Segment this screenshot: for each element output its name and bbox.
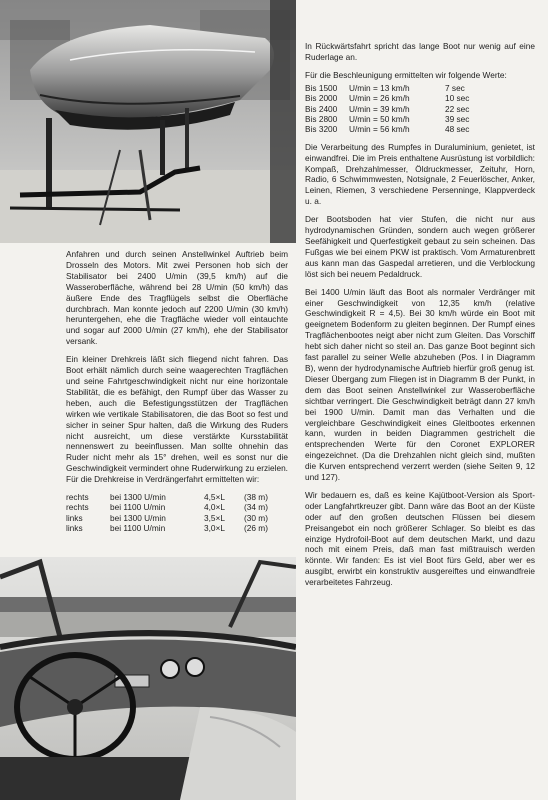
list-item	[305, 83, 535, 93]
turn-value: 4,5×L	[204, 492, 225, 503]
list-item	[305, 124, 535, 134]
turn-direction: rechts	[66, 502, 89, 513]
list-item	[66, 502, 288, 512]
accel-speed: U/min = 13 km/h	[349, 82, 410, 93]
accel-speed: U/min = 39 km/h	[349, 103, 410, 114]
right-column	[305, 41, 535, 595]
turn-value: 4,0×L	[204, 502, 225, 513]
turn-value: 3,0×L	[204, 523, 225, 534]
list-item	[66, 523, 288, 533]
turn-meters: (26 m)	[244, 523, 268, 534]
accel-rpm: Bis 3200	[305, 124, 338, 135]
list-item	[305, 93, 535, 103]
turn-meters: (34 m)	[244, 502, 268, 513]
right-paragraph-5: Bei 1400 U/min läuft das Boot als normaler Verdränger mit einer Geschwindigkeit von 12,35 km/h (relative Geschwindigkeit R = 4,5). Bei 30 km/h würde ein Boot mit geeignetem Bodenform zu gleiten beginnen. Der Rumpf eines Tragflächenbootes neigt aber nicht zum Gleiten. Das Vorschiff hebt sich daher nicht so steil an. Das ganze Boot beginnt sich fast parallel zu seiner Welle abzuheben (Pos. I in Diagramm B), wenn der hydrodynamische Auftrieb hierfür groß genug ist. Dieser Übergang zum Fliegen ist in Diagramm B der Punkt, in dem das Boot seinen Anstellwinkel zur Wasseroberfläche sichtbar verringert. Die Geschwindigkeit beträgt dann 27 km/h bei 1900 U/min. Damit man das Verhalten und die vergleichbare Geschwindigkeit eines Gleitbootes erkennen kann, wurden in beiden Diagrammen gestrichelt die entsprechenden Werte für den Coronet EXPLORER eingezeichnet. (Da die Drehzahlen nicht gleich sind, mußten die Kurven entsprechend verzerrt werden (siehe Seiten 9, 12 und 127).	[305, 286, 535, 483]
right-paragraph-4: Der Bootsboden hat vier Stufen, die nicht nur aus hydrodynamischen Gründen, sondern auch wegen größerer Seefähigkeit und Querfestigkeit gebaut zu sein scheinen. Das Fußgas wie bei einem PKW ist praktisch. Vom Armaturenbrett aus kann man das Gaspedal arretieren, und die Verblockung löst sich bei neuem Pedaldruck.	[305, 214, 535, 279]
accel-time: 7 sec	[445, 82, 465, 93]
accel-time: 10 sec	[445, 93, 470, 104]
turn-meters: (38 m)	[244, 492, 268, 503]
boat-photo-drawing	[0, 0, 296, 243]
accel-time: 39 sec	[445, 113, 470, 124]
turn-rpm: bei 1300 U/min	[110, 512, 166, 523]
left-paragraph-2: Ein kleiner Drehkreis läßt sich fliegend nicht fahren. Das Boot erhält nämlich durch seine waagerechten Tragflächen und seine Fahrtgeschwindigkeit nicht nur eine horizontale Stabilität, die es befähigt, den Rumpf über das Wasser zu heben, auch die Befestigungsstützen der Tragflächen wirken wie vertikale Stabilisatoren, die das Boot so fest und sicher in seiner Spur halten, daß die Wirkung des Ruders nicht ausreicht, um diese verstärkte Kursstabilität nennenswert zu beeinflussen. Man sollte ohnehin das Ruder nicht mehr als 15° drehen, weil es sonst nur die Geschwindigkeit vermindert ohne Ruderwirkung zu erzielen. Für die Drehkreise in Verdrängerfahrt ermittelten wir:	[66, 354, 288, 485]
list-item	[66, 492, 288, 502]
hydrofoil-boat-on-trailer-photo	[0, 0, 296, 243]
turn-rpm: bei 1300 U/min	[110, 492, 166, 503]
accel-rpm: Bis 1500	[305, 82, 338, 93]
accel-speed: U/min = 26 km/h	[349, 93, 410, 104]
boat-dashboard-photo	[0, 557, 296, 800]
turn-meters: (30 m)	[244, 512, 268, 523]
right-paragraph-1: In Rückwärtsfahrt spricht das lange Boot nur wenig auf eine Ruderlage an.	[305, 41, 535, 62]
right-paragraph-3: Die Verarbeitung des Rumpfes in Duraluminium, genietet, ist einwandfrei. Die im Preis enthaltene Ausrüstung ist vorbildlich: Kompaß, Drehzahlmesser, Öldruckmesser, Zeituhr, Horn, Radio, 6 Schwimmwesten, Notsignale, 2 Feuerlöscher, Anker, Leinen, Riemen, 3 verschiedene Persenninge, Klappverdeck u. a.	[305, 141, 535, 207]
accel-rpm: Bis 2400	[305, 103, 338, 114]
accel-time: 48 sec	[445, 124, 470, 135]
list-item	[305, 114, 535, 124]
list-item	[66, 513, 288, 523]
accel-speed: U/min = 50 km/h	[349, 113, 410, 124]
accel-rpm: Bis 2800	[305, 113, 338, 124]
turn-direction: rechts	[66, 492, 89, 503]
right-paragraph-2: Für die Beschleunigung ermittelten wir folgende Werte:	[305, 69, 507, 80]
turn-direction: links	[66, 523, 83, 534]
accel-speed: U/min = 56 km/h	[349, 124, 410, 135]
accel-time: 22 sec	[445, 103, 470, 114]
left-column	[66, 249, 288, 541]
right-paragraph-6: Wir bedauern es, daß es keine Kajütboot-Version als Sport- oder Langfahrtkreuzer gibt. Dann wäre das Boot an der Küste oder auf den großen deutschen Flüssen bei diesem Preisangebot ein noch größerer Schlager. So bleibt es das einzige Hydrofoil-Boot auf dem deutschen Markt, und dazu noch mit einem Preis, daß man fast mißtrauisch werden könnte. Wir fanden: Es ist viel Boot fürs Geld, aber wer es ausgibt, erwirbt ein konstruktiv ausgereiftes und einwandfreie verarbeitetes Fahrzeug.	[305, 489, 535, 588]
turn-value: 3,5×L	[204, 512, 225, 523]
turn-rpm: bei 1100 U/min	[110, 502, 166, 513]
left-paragraph-1: Anfahren und durch seinen Anstellwinkel Auftrieb beim Drosseln des Motors. Mit zwei Personen hob sich der Stabilisator bei 2400 U/min (39,5 km/h) auf die Wasseroberfläche, während bei 28 U/min (50 km/h) das äußere Ende des Tragflügels selbst die Oberfläche durchbrach. Man konnte jedoch auf 2200 U/min (30 km/h) heruntergehen, ehe die Tragfläche wieder voll eintauchte und sogar auf 2000 U/min (27 km/h), ehe der Stabilisator versank.	[66, 249, 288, 347]
acceleration-list	[305, 83, 535, 135]
turn-rpm: bei 1100 U/min	[110, 523, 166, 534]
turn-direction: links	[66, 512, 83, 523]
accel-rpm: Bis 2000	[305, 93, 338, 104]
turning-circle-list	[66, 492, 288, 534]
dashboard-photo-drawing	[0, 557, 296, 800]
list-item	[305, 104, 535, 114]
